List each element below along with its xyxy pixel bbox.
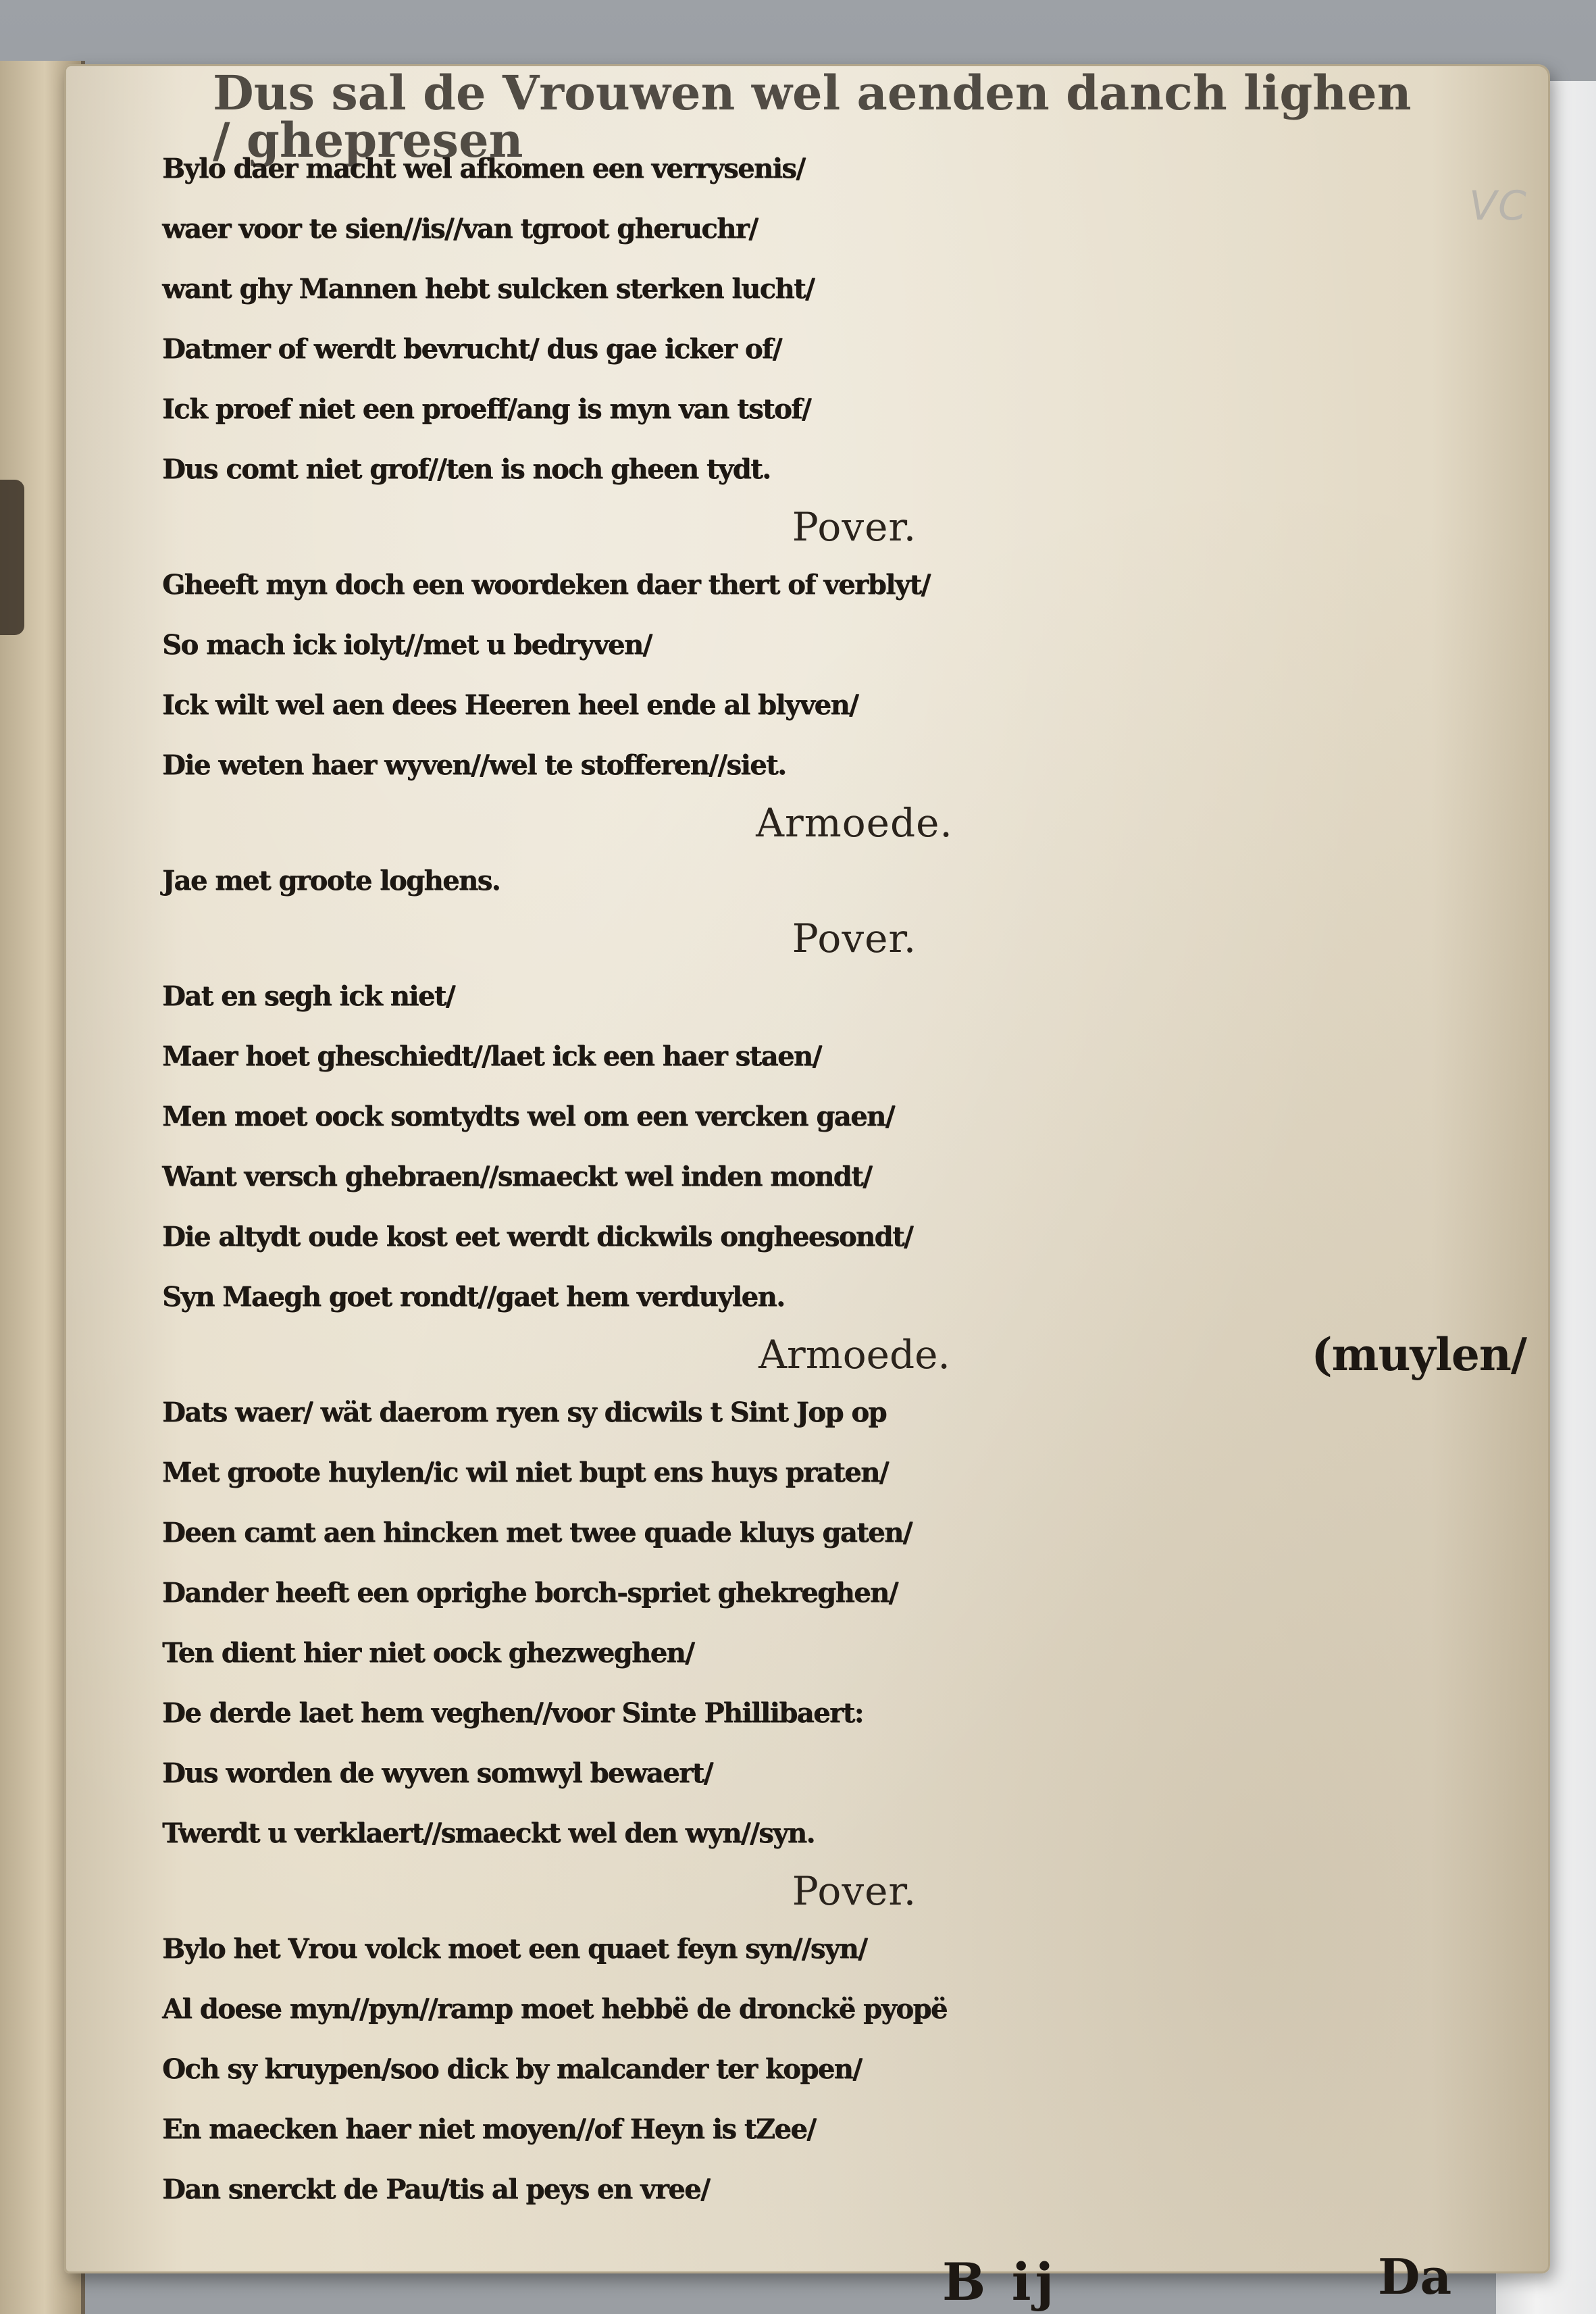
verse-line: Twerdt u verklaert//smaeckt wel den wyn//syn. xyxy=(162,1817,815,1849)
verse-line: Dus comt niet grof//ten is noch gheen tydt. xyxy=(162,453,771,485)
cropped-top-line xyxy=(213,65,1428,168)
verse-text xyxy=(162,139,1547,2219)
verse-line: Deen camt aen hincken met twee quade kluys gaten/ xyxy=(162,1517,912,1549)
verse-line: En maecken haer niet moyen//of Heyn is tZee/ xyxy=(162,2113,816,2145)
verse-line: Ten dient hier niet oock ghezweghen/ xyxy=(162,1637,694,1669)
verse-line: Maer hoet gheschiedt//laet ick een haer staen/ xyxy=(162,1040,821,1072)
verse-line: Die altydt oude kost eet werdt dickwils ongheesondt/ xyxy=(162,1221,913,1253)
verse-line: Bylo het Vrou volck moet een quaet feyn syn//syn/ xyxy=(162,1933,867,1965)
verse-line: Dan snerckt de Pau/tis al peys en vree/ xyxy=(162,2173,710,2205)
verse-line: want ghy Mannen hebt sulcken sterken lucht/ xyxy=(162,273,815,305)
pencil-note: VC xyxy=(1469,182,1528,230)
verse-line: Dander heeft een oprighe borch-spriet ghekreghen/ xyxy=(162,1577,898,1609)
verse-line: De derde laet hem veghen//voor Sinte Phillibaert: xyxy=(162,1697,863,1729)
verse-line: Dats waer/ wät daerom ryen sy dicwils t Sint Jop op xyxy=(162,1397,886,1428)
verse-block-1 xyxy=(162,139,1547,1327)
cropped-top-line-text: Dus sal de Vrouwen wel aenden danch lighen / ghepresen xyxy=(213,65,1412,168)
verse-block-2 xyxy=(162,1382,1547,2219)
verse-line: Jae met groote loghens. xyxy=(162,865,500,897)
verse-line: waer voor te sien//is//van tgroot gheruchr/ xyxy=(162,213,758,245)
verse-line: Dus worden de wyven somwyl bewaert/ xyxy=(162,1757,713,1789)
verse-line: Datmer of werdt bevrucht/ dus gae icker of/ xyxy=(162,333,781,365)
verse-line: Ick proef niet een proeff/ang is myn van tstof/ xyxy=(162,393,810,425)
speaker-row-armoede xyxy=(162,1327,1547,1382)
speaker-heading: Pover. xyxy=(792,915,917,961)
verse-line: Met groote huylen/ic wil niet bupt ens huys praten/ xyxy=(162,1457,888,1488)
verse-line: Die weten haer wyven//wel te stofferen//siet. xyxy=(162,749,786,781)
speaker-heading: Pover. xyxy=(792,504,917,550)
verse-line: Ick wilt wel aen dees Heeren heel ende al blyven/ xyxy=(162,689,858,721)
speaker-heading: Armoede. xyxy=(758,1332,950,1378)
book-page xyxy=(64,64,1550,2312)
verse-line: Gheeft myn doch een woordeken daer thert of verblyt/ xyxy=(162,569,930,601)
verse-line: Want versch ghebraen//smaeckt wel inden mondt/ xyxy=(162,1161,872,1192)
speaker-heading: Armoede. xyxy=(756,800,953,846)
speaker-heading: Pover. xyxy=(792,1868,917,1914)
verse-line: Dat en segh ick niet/ xyxy=(162,980,455,1012)
verse-line: Syn Maegh goet rondt//gaet hem verduylen. xyxy=(162,1281,785,1313)
marginal-rhyme-word: (muylen/ xyxy=(1311,1328,1526,1381)
verse-line: Bylo daer macht wel afkomen een verrysenis/ xyxy=(162,153,805,184)
facing-page-mark xyxy=(0,480,24,635)
verse-line: Men moet oock somtydts wel om een vercken gaen/ xyxy=(162,1101,894,1132)
catchword: Da xyxy=(1378,2248,1452,2305)
verse-line: Al doese myn//pyn//ramp moet hebbë de dronckë pyopë xyxy=(162,1993,947,2025)
signature-mark: B ij xyxy=(942,2252,1058,2312)
verse-line: Och sy kruypen/soo dick by malcander ter kopen/ xyxy=(162,2053,862,2085)
verse-line: So mach ick iolyt//met u bedryven/ xyxy=(162,629,652,661)
